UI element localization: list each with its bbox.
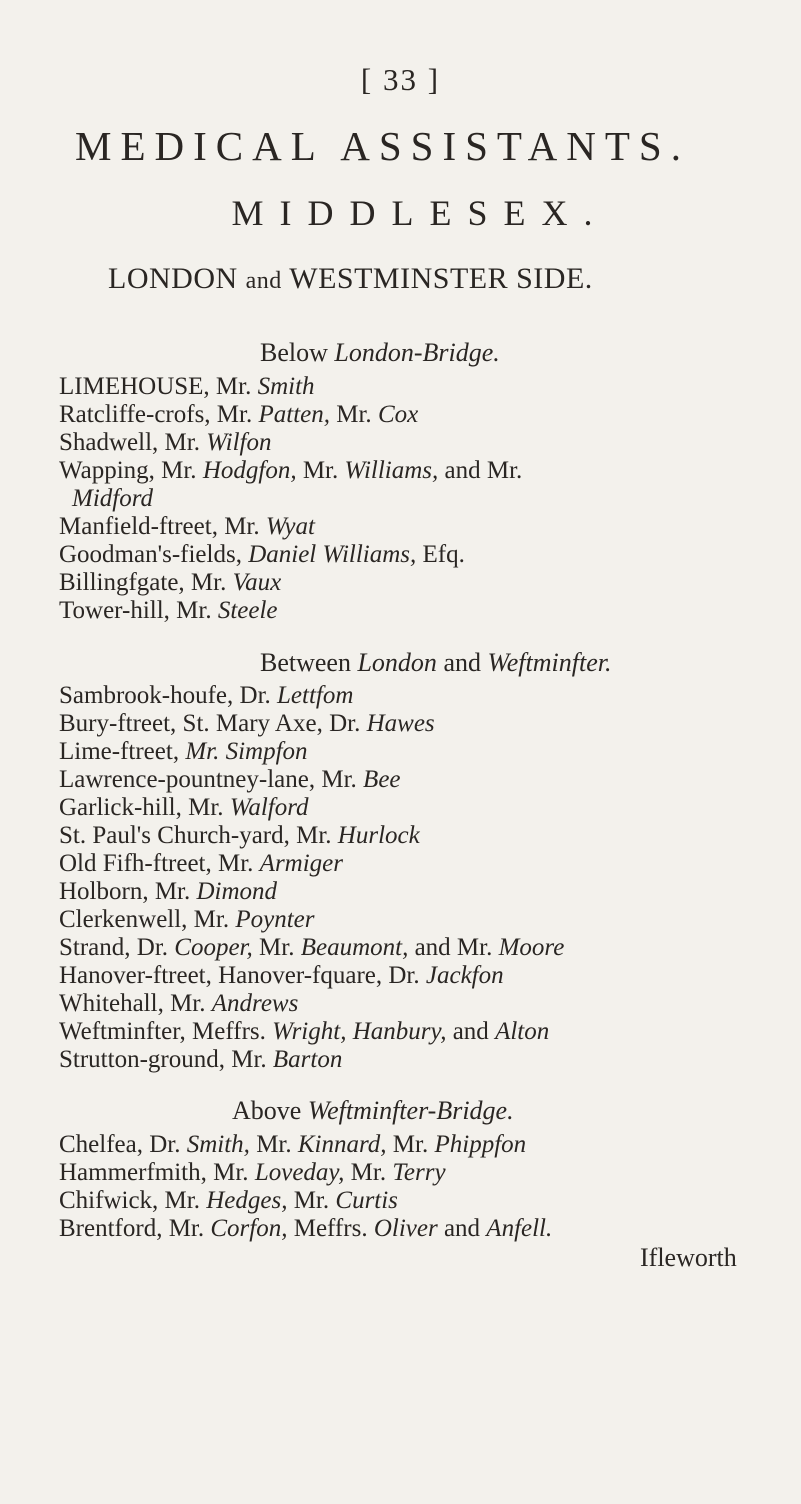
section-heading-above	[232, 1096, 514, 1126]
entry-line: Chifwick, Mr. Hedges, Mr. Curtis	[59, 1187, 398, 1214]
entry-line: Billingfgate, Mr. Vaux	[59, 569, 282, 596]
county-heading: MIDDLESEX.	[231, 193, 609, 233]
entry-line: St. Paul's Church-yard, Mr. Hurlock	[59, 822, 420, 849]
district-heading-pre: LONDON	[108, 262, 238, 295]
entry-line: Manfield-ftreet, Mr. Wyat	[59, 513, 315, 540]
section-heading-name: Weftminfter-Bridge.	[307, 1096, 514, 1125]
section-heading-name2: Weftminfter.	[487, 648, 612, 677]
section-heading-between	[260, 648, 611, 678]
entry-line: Garlick-hill, Mr. Walford	[59, 794, 309, 821]
section-heading-pre: Below	[260, 338, 328, 367]
entry-line: Bury-ftreet, St. Mary Axe, Dr. Hawes	[59, 710, 435, 737]
entry-line: Lime-ftreet, Mr. Simpfon	[59, 738, 308, 765]
entry-line: Hanover-ftreet, Hanover-fquare, Dr. Jackfon	[59, 962, 504, 989]
entry-line: Clerkenwell, Mr. Poynter	[59, 906, 315, 933]
entry-line: Shadwell, Mr. Wilfon	[59, 429, 272, 456]
entry-line: Strand, Dr. Cooper, Mr. Beaumont, and Mr. Moore	[59, 934, 565, 961]
section-heading-pre: Above	[232, 1096, 302, 1125]
section-heading-name: London	[357, 648, 437, 677]
district-heading	[108, 262, 708, 296]
entry-line: Whitehall, Mr. Andrews	[59, 990, 299, 1017]
entry-line: Weftminfter, Meffrs. Wright, Hanbury, and Alton	[59, 1018, 550, 1045]
entry-line: Tower-hill, Mr. Steele	[59, 597, 278, 624]
entry-line: Ratcliffe-crofs, Mr. Patten, Mr. Cox	[59, 401, 419, 428]
section-heading-mid: and	[443, 648, 481, 677]
page-title: MEDICAL ASSISTANTS.	[75, 123, 690, 169]
catchword: Ifleworth	[640, 1243, 737, 1272]
entry-line: Goodman's-fields, Daniel Williams, Efq.	[59, 541, 465, 568]
entry-line: Holborn, Mr. Dimond	[59, 878, 278, 905]
district-heading-post: WESTMINSTER SIDE.	[289, 262, 593, 295]
entry-line: Wapping, Mr. Hodgfon, Mr. Williams, and Mr.	[59, 457, 523, 484]
section-heading-name: London-Bridge.	[334, 338, 500, 367]
entry-line: Strutton-ground, Mr. Barton	[59, 1046, 343, 1073]
entry-line: Lawrence-pountney-lane, Mr. Bee	[59, 766, 401, 793]
section-heading-below	[260, 338, 500, 368]
entry-line: LIMEHOUSE, Mr. Smith	[59, 373, 315, 400]
entry-line: Old Fifh-ftreet, Mr. Armiger	[59, 850, 343, 877]
district-heading-and: and	[245, 268, 282, 294]
page-number: [ 33 ]	[360, 62, 441, 97]
entry-line: Sambrook-houfe, Dr. Lettfom	[59, 682, 354, 709]
entry-line: Chelfea, Dr. Smith, Mr. Kinnard, Mr. Phippfon	[59, 1131, 527, 1158]
entry-line: Brentford, Mr. Corfon, Meffrs. Oliver and Anfell.	[59, 1215, 553, 1242]
section-heading-pre: Between	[260, 648, 351, 677]
entry-line: Hammerfmith, Mr. Loveday, Mr. Terry	[59, 1159, 446, 1186]
entry-line: Midford	[72, 485, 154, 512]
